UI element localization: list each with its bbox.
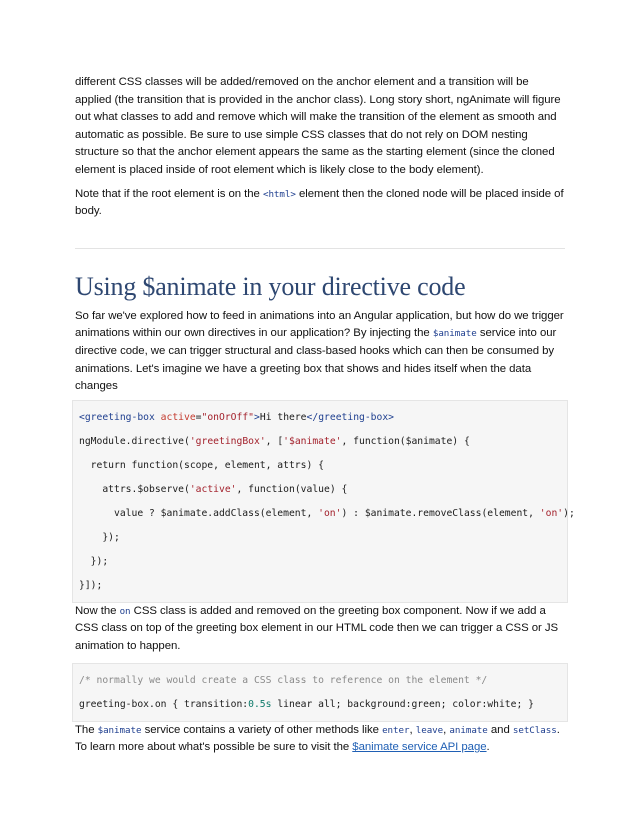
code-token: ); bbox=[563, 507, 575, 519]
mid-text-pre: Now the bbox=[75, 604, 120, 617]
note-text-pre: Note that if the root element is on the bbox=[75, 187, 263, 200]
animate-api-link[interactable]: $animate service API page bbox=[352, 741, 487, 754]
code-token: 'active' bbox=[189, 483, 237, 495]
code-comment-line: /* normally we would create a CSS class to reference on the element */ bbox=[79, 674, 488, 686]
code-token: 'greetingBox' bbox=[189, 435, 266, 447]
animate-service-code: $animate bbox=[432, 328, 477, 340]
directive-code-block bbox=[72, 400, 575, 603]
code-token: 'on' bbox=[539, 507, 564, 519]
outro-text: , bbox=[409, 723, 416, 736]
enter-code: enter bbox=[382, 724, 410, 736]
css-code-block bbox=[72, 663, 568, 722]
css-class-paragraph bbox=[75, 603, 565, 656]
code-line: }); bbox=[79, 555, 109, 567]
section-heading: Using $animate in your directive code bbox=[75, 271, 466, 301]
code-token: "onOrOff" bbox=[201, 411, 255, 423]
note-text-post: element then the cloned node will be placed inside of body. bbox=[75, 187, 564, 218]
code-token: Hi there bbox=[259, 411, 307, 423]
code-line bbox=[79, 693, 564, 717]
code-line bbox=[79, 478, 564, 502]
code-token: , function($animate) { bbox=[341, 435, 470, 447]
code-token: ) : $animate.removeClass(element, bbox=[341, 507, 540, 519]
html-tag-code: <html> bbox=[262, 188, 296, 200]
code-token: 'on' bbox=[318, 507, 342, 519]
leave-code: leave bbox=[415, 724, 444, 736]
intro-text: different CSS classes will be added/removed on the anchor element and a transition will be applied (the transition that is provided in the anchor class). Long story short, ngAnimate will figure out what classes to add and remove which will make the transition of the element as smooth and automatic as possible. Be sure to use simple CSS classes that do not rely on DOM nesting structure so that the anchor element appears the same as the starting element (since the cloned element is placed inside of root element which is likely close to the body element). bbox=[75, 76, 561, 176]
code-line bbox=[79, 502, 575, 526]
section-text-post: service into our directive code, we can trigger structural and class-based hooks which can then be consumed by animations. Let's imagine we have a greeting box that shows and hides itself when the data changes bbox=[75, 327, 557, 393]
code-token: = bbox=[195, 411, 202, 423]
outro-text: . bbox=[486, 741, 490, 754]
animate-method-code: animate bbox=[449, 724, 488, 736]
outro-text: . To learn more about what's possible be sure to visit the bbox=[75, 723, 560, 754]
code-token: , [ bbox=[265, 435, 284, 447]
document-page bbox=[75, 74, 575, 757]
code-line bbox=[79, 430, 564, 454]
outro-paragraph bbox=[75, 722, 565, 757]
code-token: '$animate' bbox=[283, 435, 342, 447]
code-token: value ? $animate.addClass(element, bbox=[79, 507, 319, 519]
outro-text: service contains a variety of other methods like bbox=[141, 723, 383, 736]
code-token: linear all; background:green; color:white; } bbox=[271, 698, 534, 710]
code-token: ngModule.directive( bbox=[79, 435, 190, 447]
code-token: <greeting-box bbox=[79, 411, 155, 423]
intro-paragraph bbox=[75, 74, 565, 180]
mid-text-post: CSS class is added and removed on the greeting box component. Now if we add a CSS class on top of the greeting box element in our HTML code then we can trigger a CSS or JS animation to happen. bbox=[75, 604, 559, 652]
outro-text: The bbox=[75, 723, 98, 736]
code-line: return function(scope, element, attrs) { bbox=[79, 459, 324, 471]
code-token: greeting-box.on { transition: bbox=[79, 698, 249, 710]
setclass-code: setClass bbox=[512, 724, 557, 736]
code-line bbox=[79, 406, 564, 430]
section-divider bbox=[75, 248, 565, 249]
code-token: > bbox=[254, 411, 260, 423]
animate-code: $animate bbox=[97, 724, 142, 736]
note-paragraph bbox=[75, 186, 565, 221]
code-token: , function(value) { bbox=[236, 483, 348, 495]
code-token: active bbox=[160, 411, 196, 423]
code-line: }); bbox=[79, 531, 120, 543]
code-token: 0.5s bbox=[248, 698, 272, 710]
code-token: attrs.$observe( bbox=[79, 483, 190, 495]
outro-text: , bbox=[443, 723, 450, 736]
section-paragraph bbox=[75, 308, 565, 396]
code-line: }]); bbox=[79, 579, 103, 591]
section-text-pre: So far we've explored how to feed in animations into an Angular application, but how do we trigger animations within our own directives in our application? By injecting the bbox=[75, 309, 564, 340]
on-class-code: on bbox=[119, 605, 131, 617]
code-token: </greeting-box> bbox=[306, 411, 395, 423]
outro-text: and bbox=[487, 723, 513, 736]
